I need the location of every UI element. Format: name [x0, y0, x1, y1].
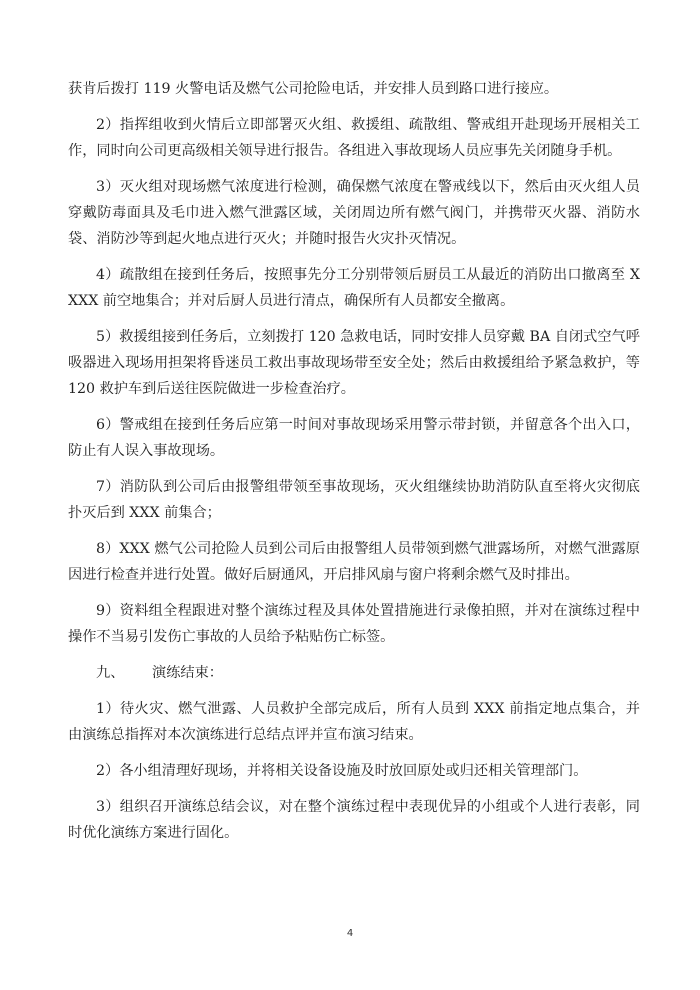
page-number: 4: [346, 928, 354, 939]
paragraph-closing-1: 1）待火灾、燃气泄露、人员救护全部完成后，所有人员到 XXX 前指定地点集合，并由演练总指挥对本次演练进行总结点评并宣布演习结束。: [68, 701, 640, 743]
paragraph-cordon-group: 6）警戒组在接到任务后应第一时间对事故现场采用警示带封锁，并留意各个出入口，防止有人误入事故现场。: [68, 417, 640, 459]
paragraph-closing-2: 2）各小组清理好现场，并将相关设备设施及时放回原处或归还相关管理部门。: [96, 763, 588, 779]
paragraph-evacuation-group: 4）疏散组在接到任务后，按照事先分工分别带领后厨员工从最近的消防出口撤离至 XXXX 前空地集合；并对后厨人员进行清点，确保所有人员都安全撤离。: [68, 267, 640, 309]
section-title: 演练结束：: [152, 665, 223, 681]
paragraph-closing-3: 3）组织召开演练总结会议，对在整个演练过程中表现优异的小组或个人进行表彰，同时优化演练方案进行固化。: [68, 799, 640, 841]
paragraph-fire-brigade: 7）消防队到公司后由报警组带领至事故现场，灭火组继续协助消防队直至将火灾彻底扑灭后到 XXX 前集合；: [68, 479, 640, 521]
paragraph-rescue-group: 5）救援组接到任务后，立刻拨打 120 急救电话，同时安排人员穿戴 BA 自闭式空气呼吸器进入现场用担架将昏迷员工救出事故现场带至安全处；然后由救援组给予紧急救护，等 120 救护车到后送往医院做进一步检查治疗。: [68, 329, 640, 397]
document-body: [68, 76, 640, 856]
section-number: 九、: [96, 665, 125, 681]
paragraph-command-group: 2）指挥组收到火情后立即部署灭火组、救援组、疏散组、警戒组开赴现场开展相关工作，同时向公司更高级相关领导进行报告。各组进入事故现场人员应事先关闭随身手机。: [68, 117, 640, 159]
paragraph-continuation: 获肯后拨打 119 火警电话及燃气公司抢险电话，并安排人员到路口进行接应。: [68, 81, 559, 97]
paragraph-fire-group: 3）灭火组对现场燃气浓度进行检测，确保燃气浓度在警戒线以下，然后由灭火组人员穿戴防毒面具及毛巾进入燃气泄露区域，关闭周边所有燃气阀门，并携带灭火器、消防水袋、消防沙等到起火地点进行灭火；并随时报告火灾扑灭情况。: [68, 179, 640, 247]
paragraph-gas-company: 8）XXX 燃气公司抢险人员到公司后由报警组人员带领到燃气泄露场所，对燃气泄露原因进行检查并进行处置。做好后厨通风，开启排风扇与窗户将剩余燃气及时排出。: [68, 541, 640, 583]
section-heading: [68, 660, 640, 686]
paragraph-records-group: 9）资料组全程跟进对整个演练过程及具体处置措施进行录像拍照，并对在演练过程中操作不当易引发伤亡事故的人员给予粘贴伤亡标签。: [68, 603, 640, 645]
